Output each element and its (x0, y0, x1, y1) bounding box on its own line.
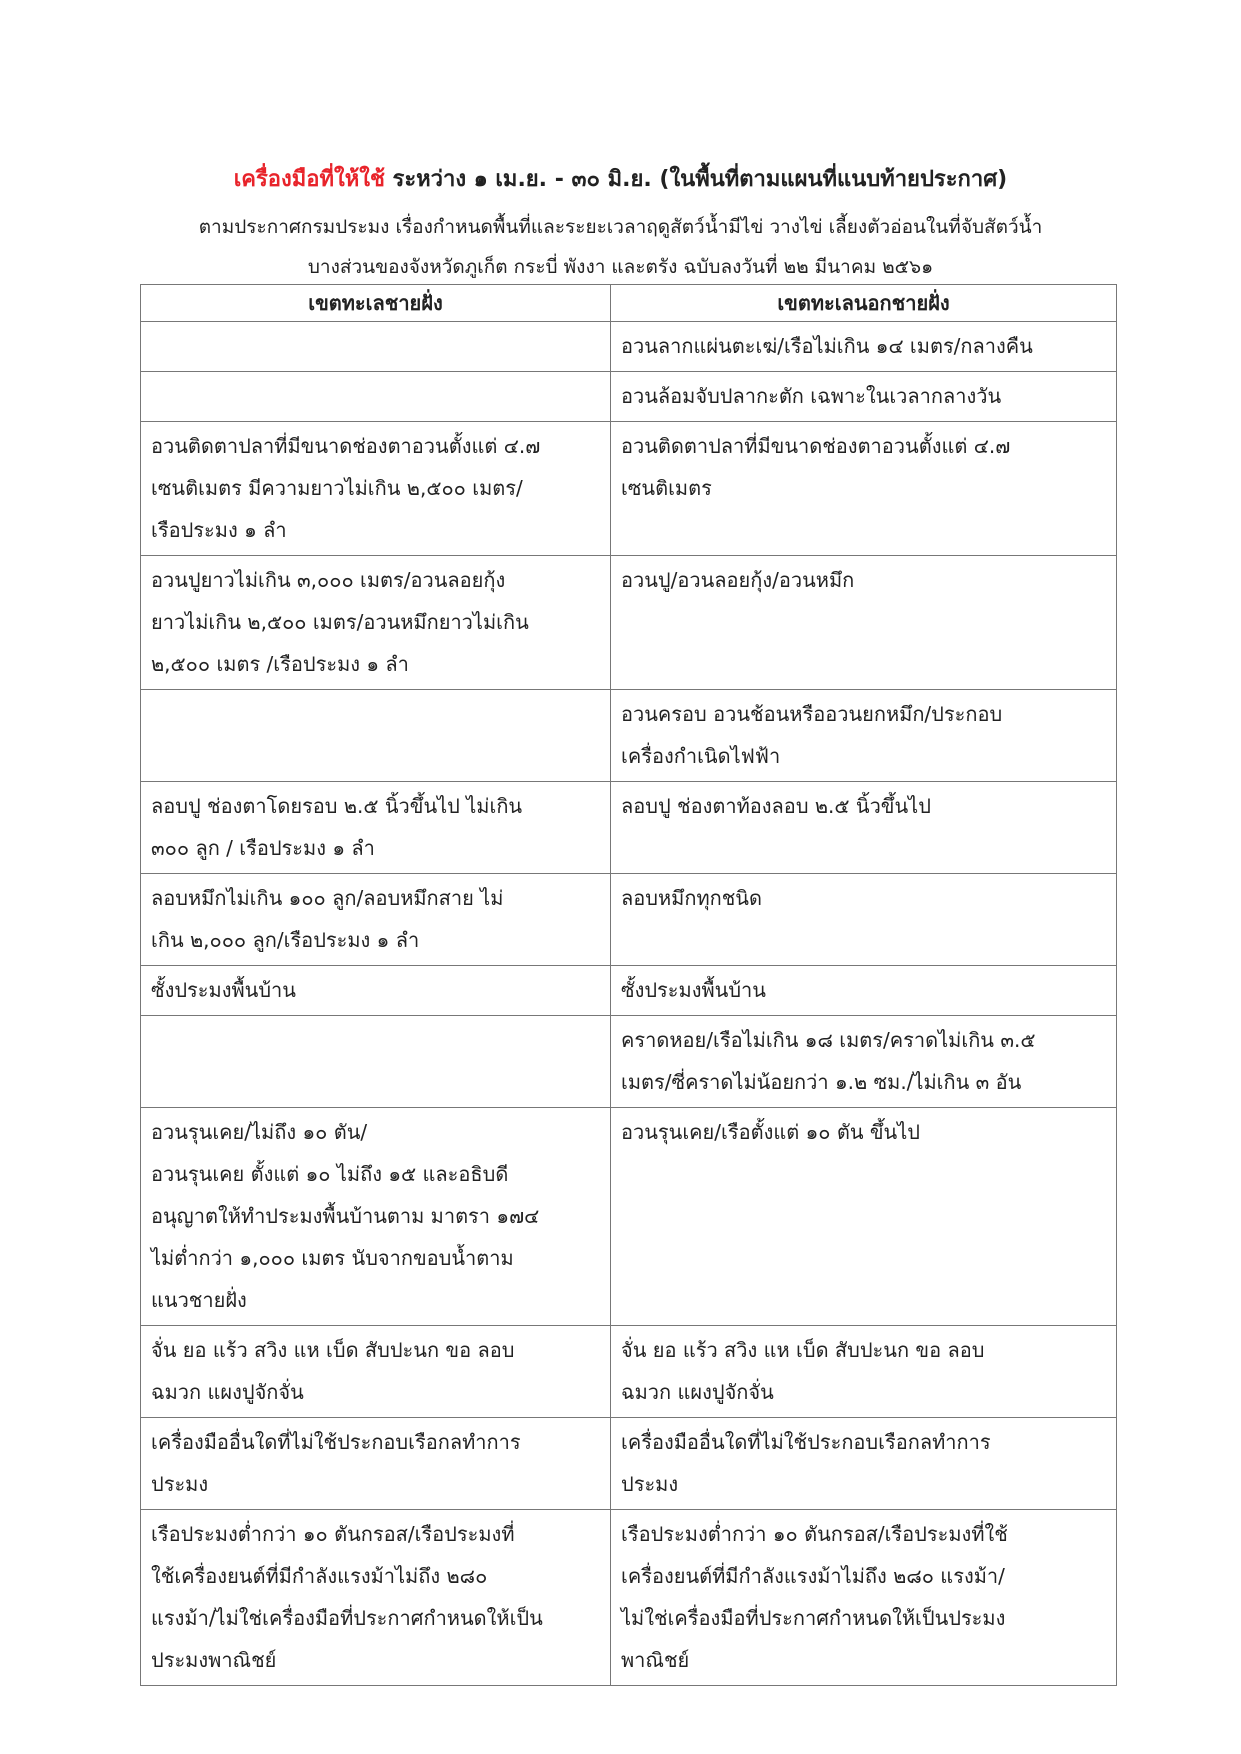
table-row (141, 322, 1117, 372)
cell-coastal-zone (141, 322, 611, 372)
cell-text-line: อนุญาตให้ทำประมงพื้นบ้านตาม มาตรา ๑๗๔ (151, 1204, 540, 1228)
cell-text-line: จั่น ยอ แร้ว สวิง แห เบ็ด สับปะนก ขอ ลอบ (621, 1338, 985, 1362)
cell-offshore-zone (611, 1016, 1117, 1108)
cell-coastal-zone (141, 1418, 611, 1510)
cell-text-line: อวนติดตาปลาที่มีขนาดช่องตาอวนตั้งแต่ ๔.๗ (621, 434, 1011, 458)
subtitle-line-2: บางส่วนของจังหวัดภูเก็ต กระบี่ พังงา และตรัง ฉบับลงวันที่ ๒๒ มีนาคม ๒๕๖๑ (307, 256, 934, 278)
table-body (141, 322, 1117, 1686)
cell-coastal-zone (141, 1510, 611, 1686)
table-row (141, 1108, 1117, 1326)
cell-text-line: เกิน ๒,๐๐๐ ลูก/เรือประมง ๑ ลำ (151, 928, 420, 952)
cell-text-line: เมตร/ซี่คราดไม่น้อยกว่า ๑.๒ ซม./ไม่เกิน ๓ อัน (621, 1070, 1022, 1094)
cell-text-line: ๒,๕๐๐ เมตร /เรือประมง ๑ ลำ (151, 652, 409, 676)
cell-text-line: อวนรุนเคย/เรือตั้งแต่ ๑๐ ตัน ขึ้นไป (621, 1120, 920, 1144)
cell-coastal-zone (141, 1108, 611, 1326)
cell-text-line: อวนลากแผ่นตะเฆ่/เรือไม่เกิน ๑๔ เมตร/กลางคืน (621, 334, 1033, 358)
cell-text-line: จั่น ยอ แร้ว สวิง แห เบ็ด สับปะนก ขอ ลอบ (151, 1338, 515, 1362)
table-row (141, 874, 1117, 966)
cell-coastal-zone (141, 422, 611, 556)
cell-text-line: ประมง (151, 1472, 209, 1496)
cell-text-line: อวนล้อมจับปลากะตัก เฉพาะในเวลากลางวัน (621, 384, 1002, 408)
cell-coastal-zone (141, 874, 611, 966)
cell-text-line: ลอบปู ช่องตาท้องลอบ ๒.๕ นิ้วขึ้นไป (621, 794, 931, 818)
cell-text-line: ไม่ใช่เครื่องมือที่ประกาศกำหนดให้เป็นประมง (621, 1606, 1006, 1630)
cell-offshore-zone (611, 690, 1117, 782)
cell-text-line: ซั้งประมงพื้นบ้าน (621, 978, 766, 1002)
cell-text-line: ลอบหมึกไม่เกิน ๑๐๐ ลูก/ลอบหมึกสาย ไม่ (151, 886, 504, 910)
cell-text-line: อวนครอบ อวนช้อนหรืออวนยกหมึก/ประกอบ (621, 702, 1003, 726)
cell-coastal-zone (141, 690, 611, 782)
cell-text-line: เรือประมง ๑ ลำ (151, 518, 287, 542)
title-highlight: เครื่องมือที่ให้ใช้ (233, 167, 385, 192)
table-row (141, 1326, 1117, 1418)
cell-text-line: เรือประมงต่ำกว่า ๑๐ ตันกรอส/เรือประมงที่ (151, 1522, 515, 1546)
cell-coastal-zone (141, 782, 611, 874)
cell-text-line: คราดหอย/เรือไม่เกิน ๑๘ เมตร/คราดไม่เกิน ๓.๕ (621, 1028, 1036, 1052)
cell-text-line: เซนติเมตร มีความยาวไม่เกิน ๒,๕๐๐ เมตร/ (151, 476, 523, 500)
title-period: ระหว่าง ๑ เม.ย. - ๓๐ มิ.ย. (ในพื้นที่ตามแผนที่แนบท้ายประกาศ) (384, 167, 1008, 192)
cell-offshore-zone (611, 782, 1117, 874)
cell-offshore-zone (611, 322, 1117, 372)
cell-text-line: อวนปูยาวไม่เกิน ๓,๐๐๐ เมตร/อวนลอยกุ้ง (151, 568, 506, 592)
cell-text-line: ใช้เครื่องยนต์ที่มีกำลังแรงม้าไม่ถึง ๒๘๐ (151, 1564, 488, 1588)
cell-text-line: ประมง (621, 1472, 679, 1496)
cell-text-line: เรือประมงต่ำกว่า ๑๐ ตันกรอส/เรือประมงที่ใช้ (621, 1522, 1008, 1546)
cell-text-line: เครื่องมืออื่นใดที่ไม่ใช้ประกอบเรือกลทำการ (621, 1430, 991, 1454)
cell-text-line: ยาวไม่เกิน ๒,๕๐๐ เมตร/อวนหมึกยาวไม่เกิน (151, 610, 529, 634)
table-header-row (141, 285, 1117, 322)
cell-text-line: อวนรุนเคย/ไม่ถึง ๑๐ ตัน/ (151, 1120, 368, 1144)
table-row (141, 782, 1117, 874)
cell-offshore-zone (611, 874, 1117, 966)
subtitle-line-1: ตามประกาศกรมประมง เรื่องกำหนดพื้นที่และระยะเวลาฤดูสัตว์น้ำมีไข่ วางไข่ เลี้ยงตัวอ่อนในที่จับสัตว์น้ำ (198, 216, 1043, 238)
cell-offshore-zone (611, 1418, 1117, 1510)
cell-coastal-zone (141, 1016, 611, 1108)
cell-text-line: ลอบปู ช่องตาโดยรอบ ๒.๕ นิ้วขึ้นไป ไม่เกิน (151, 794, 523, 818)
cell-text-line: ลอบหมึกทุกชนิด (621, 886, 762, 910)
cell-coastal-zone (141, 556, 611, 690)
header-offshore-zone: เขตทะเลนอกชายฝั่ง (611, 285, 1117, 322)
cell-text-line: อวนรุนเคย ตั้งแต่ ๑๐ ไม่ถึง ๑๕ และอธิบดี (151, 1162, 509, 1186)
cell-offshore-zone (611, 422, 1117, 556)
fishing-gear-table (140, 284, 1117, 1686)
cell-text-line: แนวชายฝั่ง (151, 1288, 247, 1312)
header-coastal-zone: เขตทะเลชายฝั่ง (141, 285, 611, 322)
cell-coastal-zone (141, 1326, 611, 1418)
table-row (141, 556, 1117, 690)
cell-text-line: ๓๐๐ ลูก / เรือประมง ๑ ลำ (151, 836, 375, 860)
cell-text-line: เซนติเมตร (621, 476, 712, 500)
cell-text-line: ฉมวก แผงปูจักจั่น (151, 1380, 304, 1404)
table-row (141, 690, 1117, 782)
document-title (0, 162, 1241, 198)
cell-offshore-zone (611, 556, 1117, 690)
table-row (141, 1016, 1117, 1108)
cell-coastal-zone (141, 372, 611, 422)
cell-offshore-zone (611, 966, 1117, 1016)
table-row (141, 1510, 1117, 1686)
cell-text-line: พาณิชย์ (621, 1648, 690, 1672)
cell-text-line: อวนติดตาปลาที่มีขนาดช่องตาอวนตั้งแต่ ๔.๗ (151, 434, 541, 458)
table-row (141, 372, 1117, 422)
cell-text-line: ประมงพาณิชย์ (151, 1648, 277, 1672)
table-row (141, 1418, 1117, 1510)
cell-offshore-zone (611, 1510, 1117, 1686)
cell-text-line: เครื่องมืออื่นใดที่ไม่ใช้ประกอบเรือกลทำการ (151, 1430, 521, 1454)
cell-text-line: ซั้งประมงพื้นบ้าน (151, 978, 296, 1002)
cell-text-line: ฉมวก แผงปูจักจั่น (621, 1380, 774, 1404)
cell-text-line: เครื่องยนต์ที่มีกำลังแรงม้าไม่ถึง ๒๘๐ แรงม้า/ (621, 1564, 1005, 1588)
cell-offshore-zone (611, 1326, 1117, 1418)
cell-offshore-zone (611, 372, 1117, 422)
cell-text-line: แรงม้า/ไม่ใช่เครื่องมือที่ประกาศกำหนดให้เป็น (151, 1606, 543, 1630)
table-row (141, 422, 1117, 556)
cell-offshore-zone (611, 1108, 1117, 1326)
cell-text-line: ไม่ต่ำกว่า ๑,๐๐๐ เมตร นับจากขอบน้ำตาม (151, 1246, 514, 1270)
cell-text-line: อวนปู/อวนลอยกุ้ง/อวนหมึก (621, 568, 855, 592)
table-row (141, 966, 1117, 1016)
cell-coastal-zone (141, 966, 611, 1016)
cell-text-line: เครื่องกำเนิดไฟฟ้า (621, 744, 781, 768)
